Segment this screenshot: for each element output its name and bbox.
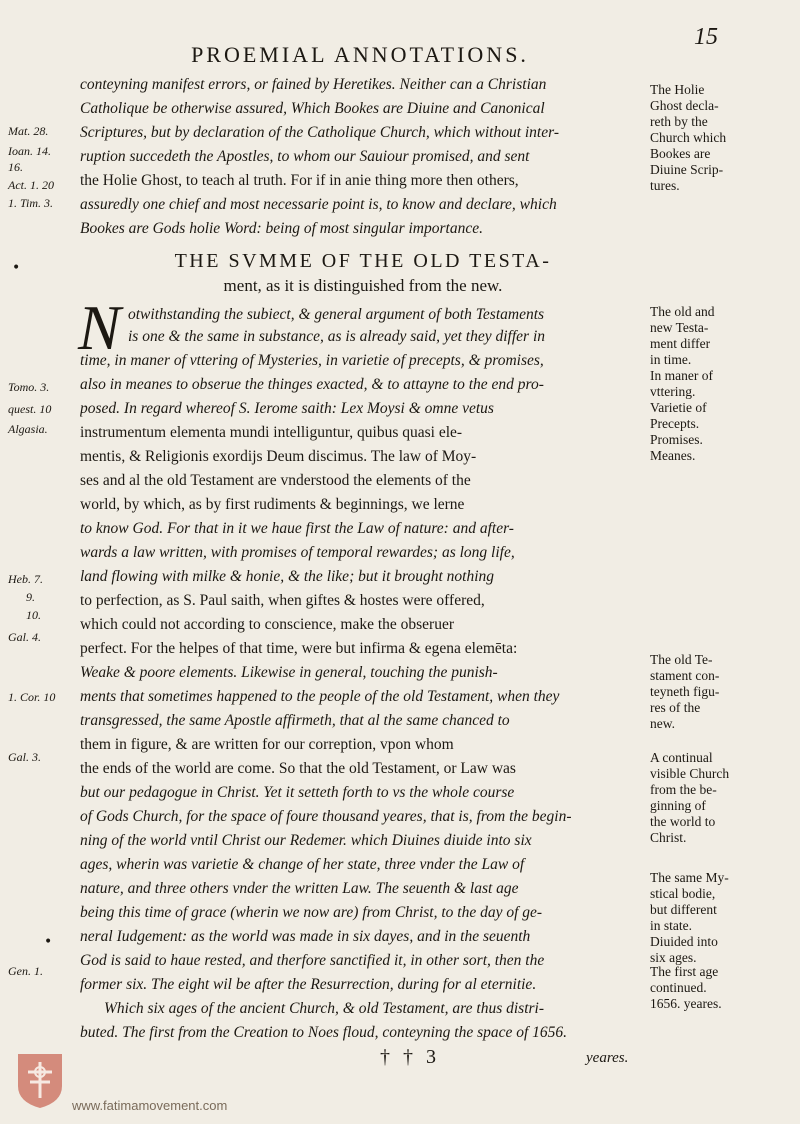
- intro-line: Catholique be otherwise assured, Which Bookes are Diuine and Canonical: [80, 100, 545, 117]
- main-line: ning of the world vntil Christ our Redemer. which Diuines diuide into six: [80, 832, 532, 849]
- main-line: transgressed, the same Apostle affirmeth, that al the same chanced to: [80, 712, 510, 729]
- main-line: is one & the same in substance, as is already said, yet they differ in: [128, 328, 546, 345]
- main-line: of Gods Church, for the space of foure thousand yeares, that is, from the begin-: [80, 808, 572, 825]
- main-line: otwithstanding the subiect, & general argument of both Testaments: [128, 306, 545, 323]
- left-margin-note: 9.: [26, 590, 35, 604]
- main-line: Weake & poore elements. Likewise in general, touching the punish-: [80, 664, 498, 681]
- main-line: ses and al the old Testament are vnderstood the elements of the: [80, 472, 471, 489]
- running-head: PROEMIAL ANNOTATIONS.: [191, 42, 529, 67]
- margin-dot-icon: •: [12, 260, 21, 276]
- main-line: ments that sometimes happened to the people of the old Testament, when they: [80, 688, 560, 705]
- catchword: yeares.: [586, 1050, 629, 1066]
- main-line: time, in maner of vttering of Mysteries, in varietie of precepts, & promises,: [80, 352, 544, 369]
- intro-line: assuredly one chief and most necessarie point is, to know and declare, which: [80, 196, 557, 213]
- margin-dot-icon: •: [44, 934, 53, 950]
- left-margin-note: Ioan. 14.: [8, 144, 51, 158]
- main-line: to know God. For that in it we haue first the Law of nature: and after-: [80, 520, 514, 537]
- main-line: perfect. For the helpes of that time, were but infirma & egena elemēta:: [80, 640, 518, 657]
- main-line: land flowing with milke & honie, & the like; but it brought nothing: [80, 568, 495, 585]
- fatima-logo-icon: [14, 1052, 66, 1110]
- section-title: THE SVMME OF THE OLD TESTA-: [174, 250, 552, 272]
- left-margin-note: 1. Tim. 3.: [8, 196, 54, 210]
- left-margin-note: Gen. 1.: [8, 964, 43, 978]
- left-margin-note: Gal. 4.: [8, 630, 41, 644]
- main-line: world, by which, as by first rudiments & beginnings, we lerne: [80, 496, 465, 513]
- main-line: instrumentum elementa mundi intelliguntur, quibus quasi ele-: [80, 424, 463, 441]
- main-line: also in meanes to obserue the thinges exacted, & to attayne to the end pro-: [80, 376, 544, 393]
- drop-cap: N: [78, 292, 121, 363]
- main-line: neral Iudgement: as the world was made in six dayes, and in the seuenth: [80, 928, 531, 945]
- right-margin-note: The first age continued. 1656. yeares.: [650, 964, 722, 1011]
- right-margin-note: The old and new Testa- ment differ in time. In maner of vttering. Varietie of Precepts. Promises. Meanes.: [650, 304, 715, 463]
- main-line: nature, and three others vnder the written Law. The seuenth & last age: [80, 880, 519, 897]
- intro-line: the Holie Ghost, to teach al truth. For if in anie thing more then others,: [80, 172, 519, 189]
- main-line: ages, wherin was varietie & change of her state, three vnder the Law of: [80, 856, 525, 873]
- left-margin-note: Gal. 3.: [8, 750, 41, 764]
- main-line: mentis, & Religionis exordijs Deum discimus. The law of Moy-: [80, 448, 477, 465]
- main-line: wards a law written, with promises of temporal rewardes; as long life,: [80, 544, 515, 561]
- signature-mark: † † 3: [380, 1046, 440, 1068]
- right-margin-note: The same My- stical bodie, but different in state. Diuided into six ages.: [650, 870, 729, 965]
- intro-line: Scriptures, but by declaration of the Catholique Church, which without inter-: [80, 124, 560, 141]
- main-line: buted. The first from the Creation to Noes floud, conteyning the space of 1656.: [80, 1024, 568, 1041]
- left-margin-note: Tomo. 3.: [8, 380, 50, 394]
- main-line: posed. In regard whereof S. Ierome saith: Lex Moysi & omne vetus: [80, 400, 494, 417]
- left-margin-note: Algasia.: [8, 422, 48, 436]
- left-margin-note: quest. 10: [8, 402, 52, 416]
- right-margin-note: A continual visible Church from the be- ginning of the world to Christ.: [650, 750, 730, 845]
- left-margin-note: Heb. 7.: [8, 572, 43, 586]
- main-line: Which six ages of the ancient Church, & old Testament, are thus distri-: [104, 1000, 544, 1017]
- left-margin-note: 16.: [8, 160, 23, 174]
- main-line: former six. The eight wil be after the Resurrection, during for al eternitie.: [80, 976, 537, 993]
- main-line: being this time of grace (wherin we now are) from Christ, to the day of ge-: [80, 904, 543, 921]
- main-line: the ends of the world are come. So that the old Testament, or Law was: [80, 760, 516, 777]
- footer-url: www.fatimamovement.com: [72, 1098, 228, 1113]
- intro-line: Bookes are Gods holie Word: being of most singular importance.: [80, 220, 483, 237]
- main-line: but our pedagogue in Christ. Yet it setteth forth to vs the whole course: [80, 784, 515, 801]
- main-line: God is said to haue rested, and therfore sanctified it, in other sort, then the: [80, 952, 545, 969]
- right-margin-note: The old Te- stament con- teyneth figu- res of the new.: [650, 652, 720, 731]
- left-margin-note: 10.: [26, 608, 41, 622]
- right-margin-note: The Holie Ghost decla- reth by the Church which Bookes are Diuine Scrip- tures.: [650, 82, 727, 193]
- left-margin-note: Mat. 28.: [8, 124, 49, 138]
- main-line: to perfection, as S. Paul saith, when giftes & hostes were offered,: [80, 592, 485, 609]
- left-margin-note: Act. 1. 20: [8, 178, 54, 192]
- left-margin-note: 1. Cor. 10: [8, 690, 56, 704]
- intro-line: conteyning manifest errors, or fained by Heretikes. Neither can a Christian: [80, 76, 547, 93]
- main-line: which could not according to conscience, make the obseruer: [80, 616, 455, 633]
- page-number: 15: [694, 24, 718, 50]
- main-line: them in figure, & are written for our correption, vpon whom: [80, 736, 454, 753]
- section-subtitle: ment, as it is distinguished from the new.: [223, 276, 503, 295]
- intro-line: ruption succedeth the Apostles, to whom our Sauiour promised, and sent: [80, 148, 530, 165]
